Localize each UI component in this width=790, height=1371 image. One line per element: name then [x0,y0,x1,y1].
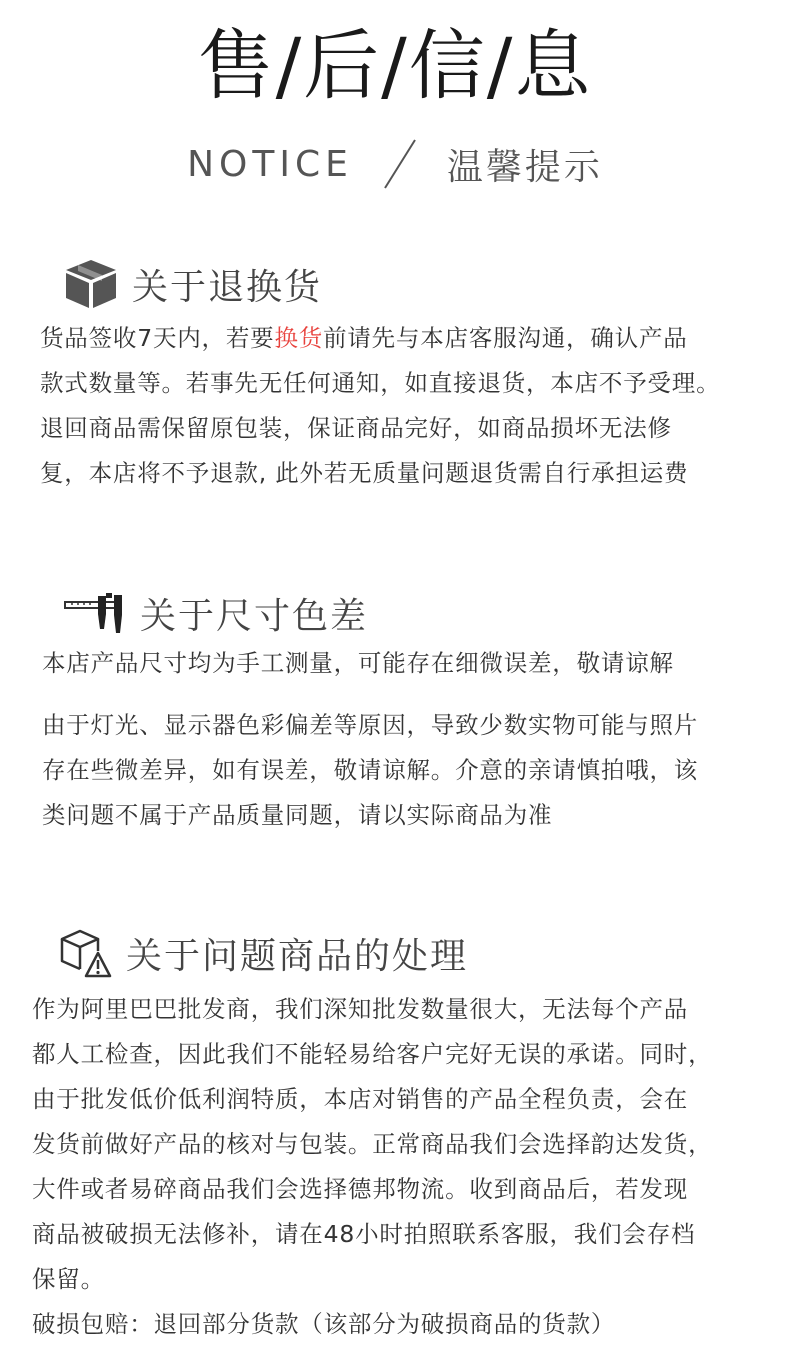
section-issues-text [32,987,712,1347]
text-line: 款式数量等。若事先无任何通知，如直接退货，本店不予受理。 [40,369,721,397]
section-size-text-1 [42,641,674,686]
section-issues-heading [60,928,468,979]
text-line: 由于批发低价低利润特质，本店对销售的产品全程负责，会在 [32,1085,689,1113]
text-line: 破损包赔：退回部分货款（该部分为破损商品的货款） [32,1310,616,1338]
text-line: 退回商品需保留原包装，保证商品完好，如商品损坏无法修 [40,414,672,442]
section-returns-heading [64,258,322,310]
section-size-text-2 [42,703,698,838]
text-line: 作为阿里巴巴批发商，我们深知批发数量很大，无法每个产品 [32,995,689,1023]
text-line: 类问题不属于产品质量同题，请以实际商品为准 [42,801,553,829]
section-size-heading [64,588,368,639]
section-heading: 关于问题商品的处理 [126,936,469,977]
package-box-icon [64,258,118,310]
text-line: 保留。 [32,1265,105,1293]
page-title: 售/后/信/息 [197,21,593,110]
section-heading: 关于退换货 [132,266,323,308]
text-line: 本店产品尺寸均为手工测量，可能存在细微误差，敬请谅解 [42,649,674,677]
text-line: 复，本店将不予退款, 此外若无质量问题退货需自行承担运费 [40,459,689,487]
text-line: 都人工检查，因此我们不能轻易给客户完好无误的承诺。同时， [32,1040,713,1068]
slash-divider-icon [383,138,417,190]
highlight-exchange: 换货 [274,324,324,352]
text-line: 商品被破损无法修补，请在48小时拍照联系客服，我们会存档 [32,1220,696,1248]
text-line: 大件或者易碎商品我们会选择德邦物流。收到商品后，若发现 [32,1175,689,1203]
notice-subtitle [0,138,790,190]
text-line: 货品签收7天内，若要换货前请先与本店客服沟通，确认产品 [40,324,688,352]
damaged-box-warning-icon [60,929,112,979]
caliper-ruler-icon [64,593,126,635]
section-returns-text [40,316,720,496]
notice-label: NOTICE [187,143,353,185]
subtitle-text: 温馨提示 [446,146,603,188]
text-line: 发货前做好产品的核对与包装。正常商品我们会选择韵达发货， [32,1130,713,1158]
text-line: 由于灯光、显示器色彩偏差等原因，导致少数实物可能与照片 [42,711,699,739]
section-heading: 关于尺寸色差 [140,596,369,637]
text-line: 存在些微差异，如有误差，敬请谅解。介意的亲请慎拍哦，该 [42,756,699,784]
